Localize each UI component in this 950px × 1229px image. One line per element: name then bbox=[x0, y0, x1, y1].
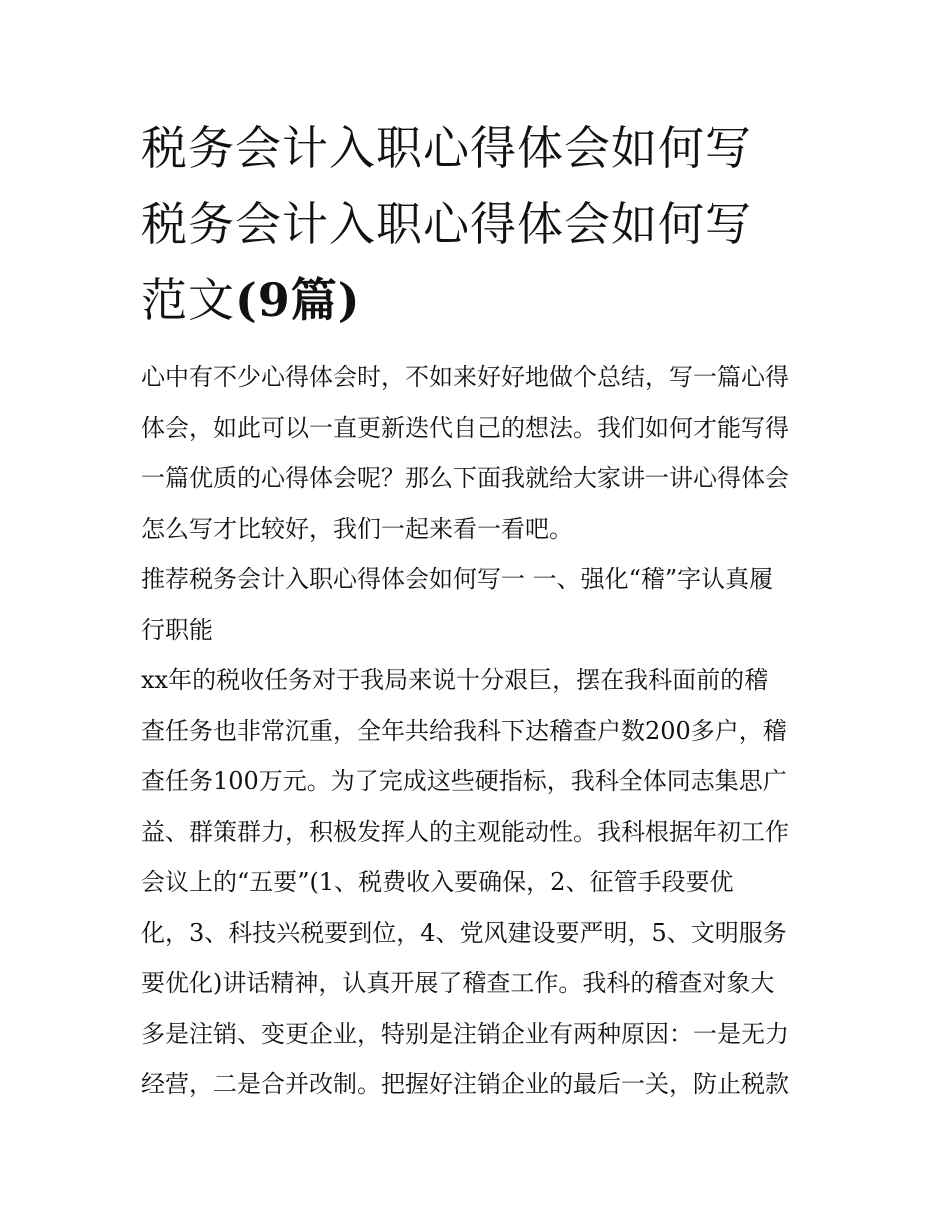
text-line: 查任务100万元。为了完成这些硬指标，我科全体同志集思广 bbox=[141, 767, 787, 795]
document-content bbox=[141, 110, 821, 1110]
title-line-3-text: 范文 bbox=[141, 273, 235, 327]
text-line: 心中有不少心得体会时，不如来好好地做个总结，写一篇心得 bbox=[141, 363, 789, 391]
paragraph-body bbox=[141, 655, 821, 1110]
text-line: 益、群策群力，积极发挥人的主观能动性。我科根据年初工作 bbox=[141, 817, 789, 846]
text-line: 化，3、科技兴税要到位，4、党风建设要严明，5、文明服务 bbox=[141, 918, 787, 947]
title-line-2: 税务会计入职心得体会如何写 bbox=[141, 197, 752, 251]
text-line: 体会，如此可以一直更新迭代自己的想法。我们如何才能写得 bbox=[141, 413, 789, 442]
text-line: 多是注销、变更企业，特别是注销企业有两种原因：一是无力 bbox=[141, 1019, 789, 1048]
document-title bbox=[141, 110, 821, 338]
text-line: 要优化)讲话精神，认真开展了稽查工作。我科的稽查对象大 bbox=[141, 969, 775, 997]
title-line-3-count: (9篇) bbox=[235, 273, 361, 327]
title-line-3 bbox=[141, 262, 821, 338]
paragraph-heading bbox=[141, 554, 821, 655]
text-line: 会议上的“五要”(1、税费收入要确保，2、征管手段要优 bbox=[141, 868, 734, 896]
text-line: 怎么写才比较好，我们一起来看一看吧。 bbox=[141, 514, 573, 543]
document-body bbox=[141, 352, 821, 1110]
text-line: xx年的税收任务对于我局来说十分艰巨，摆在我科面前的稽 bbox=[141, 666, 769, 694]
text-line: 行职能 bbox=[141, 615, 213, 644]
paragraph-intro bbox=[141, 352, 821, 554]
text-line: 推荐税务会计入职心得体会如何写一 一、强化“稽”字认真履 bbox=[141, 565, 774, 593]
text-line: 查任务也非常沉重，全年共给我科下达稽查户数200多户，稽 bbox=[141, 716, 787, 745]
text-line: 一篇优质的心得体会呢？那么下面我就给大家讲一讲心得体会 bbox=[141, 464, 789, 492]
text-line: 经营，二是合并改制。把握好注销企业的最后一关，防止税款 bbox=[141, 1070, 789, 1098]
title-line-1: 税务会计入职心得体会如何写 bbox=[141, 121, 752, 175]
